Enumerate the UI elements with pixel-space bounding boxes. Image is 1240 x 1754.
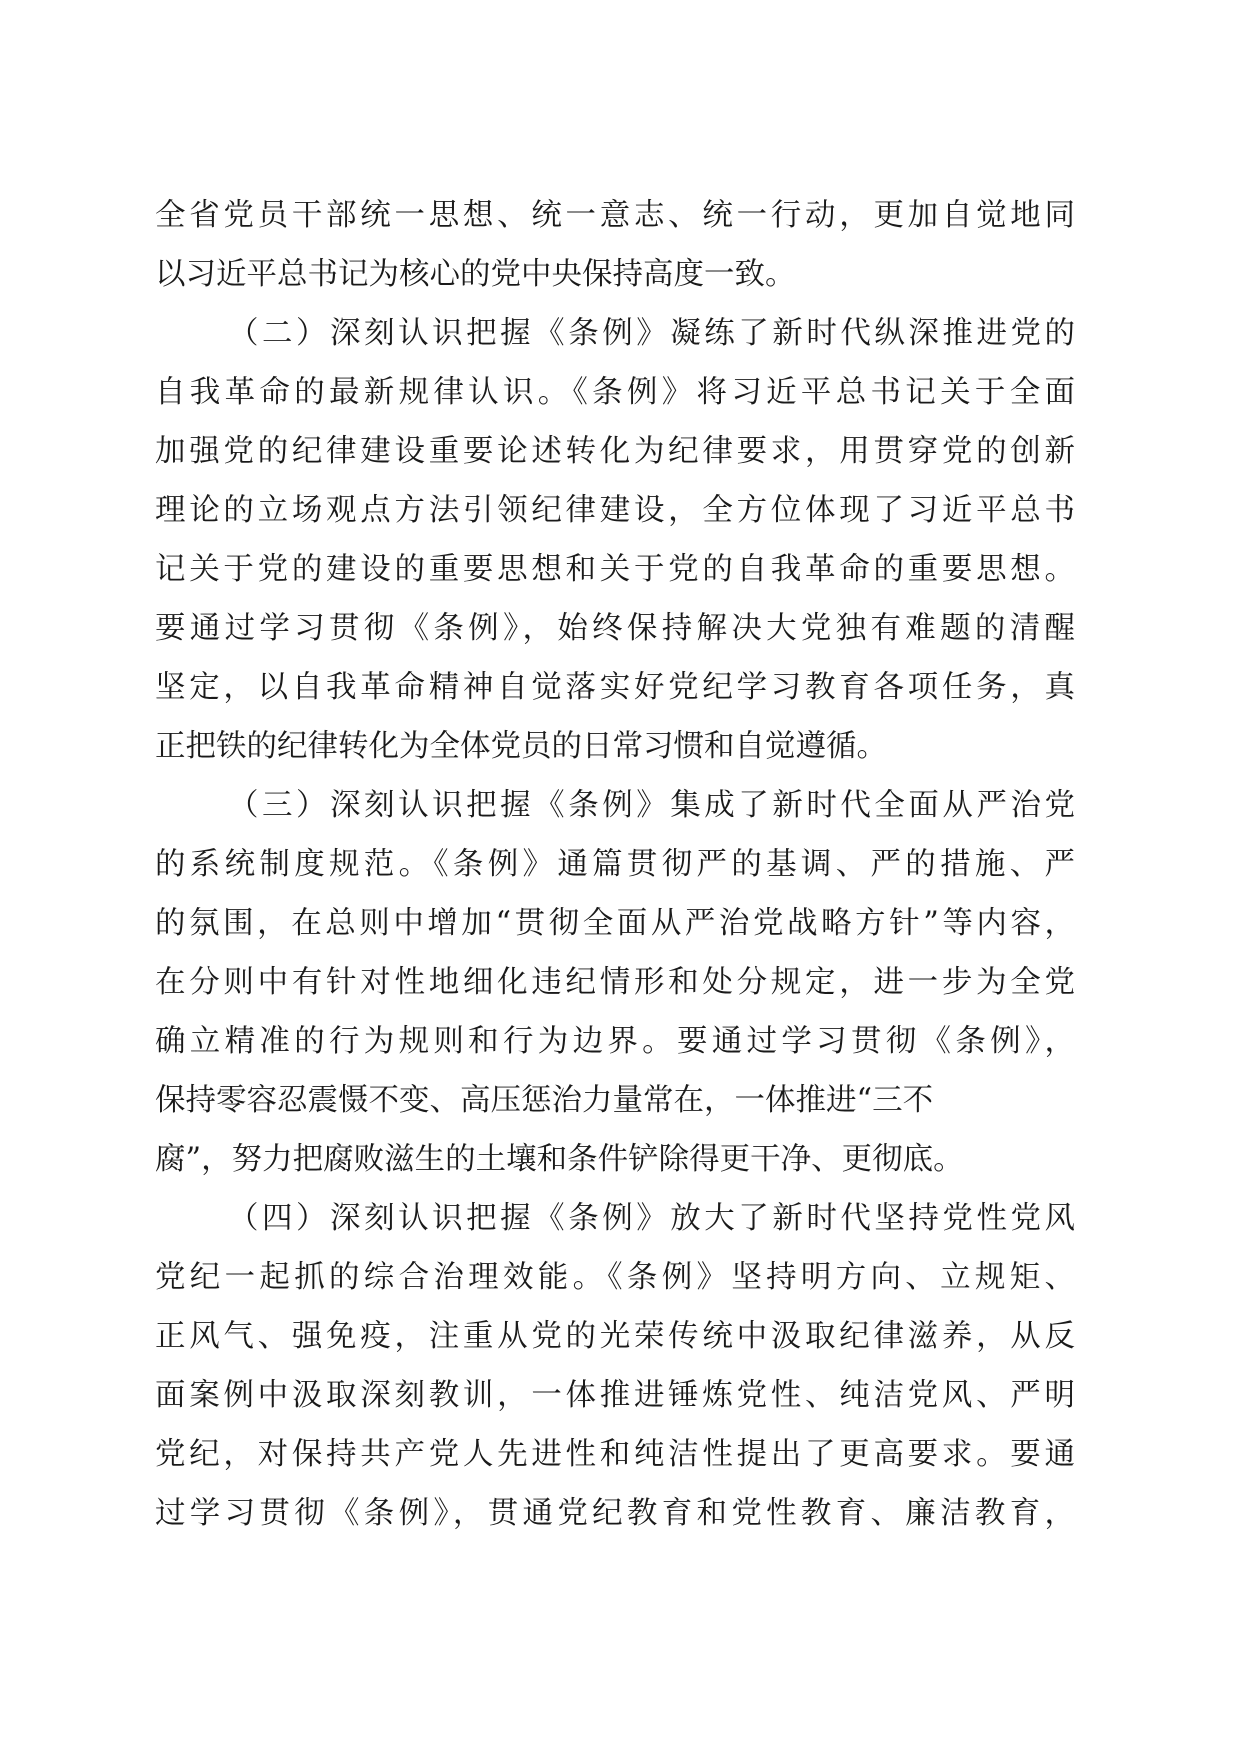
text-line: 面案例中汲取深刻教训，一体推进锤炼党性、纯洁党风、严明 [155, 1378, 1075, 1413]
text-line: 理论的立场观点方法引领纪律建设，全方位体现了习近平总书 [155, 493, 1075, 528]
text-line: 记关于党的建设的重要思想和关于党的自我革命的重要思想。 [155, 552, 1075, 587]
text-line: 坚定，以自我革命精神自觉落实好党纪学习教育各项任务，真 [155, 670, 1075, 705]
paragraph-heading-line: （四）深刻认识把握《条例》放大了新时代坚持党性党风 [228, 1201, 1075, 1236]
paragraph-heading-line: （二）深刻认识把握《条例》凝练了新时代纵深推进党的 [228, 316, 1075, 351]
paragraph-3 [155, 776, 1075, 1189]
document-body [155, 186, 1075, 1543]
text-line: 正把铁的纪律转化为全体党员的日常习惯和自觉遵循。 [155, 729, 887, 764]
text-line: 党纪，对保持共产党人先进性和纯洁性提出了更高要求。要通 [155, 1437, 1075, 1472]
text-line: 自我革命的最新规律认识。《条例》将习近平总书记关于全面 [155, 375, 1075, 410]
text-line: 加强党的纪律建设重要论述转化为纪律要求，用贯穿党的创新 [155, 434, 1075, 469]
text-line: 过学习贯彻《条例》，贯通党纪教育和党性教育、廉洁教育， [155, 1496, 1075, 1531]
text-line: 确立精准的行为规则和行为边界。要通过学习贯彻《条例》， [155, 1024, 1075, 1059]
text-line: 的氛围，在总则中增加“贯彻全面从严治党战略方针”等内容， [155, 906, 1075, 941]
text-line: 党纪一起抓的综合治理效能。《条例》坚持明方向、立规矩、 [155, 1260, 1075, 1295]
text-line: 保持零容忍震慑不变、高压惩治力量常在，一体推进“三不 [155, 1083, 934, 1118]
text-line: 的系统制度规范。《条例》通篇贯彻严的基调、严的措施、严 [155, 847, 1075, 882]
paragraph-intro [155, 186, 1075, 304]
text-line: 全省党员干部统一思想、统一意志、统一行动，更加自觉地同 [155, 198, 1075, 233]
paragraph-2 [155, 304, 1075, 776]
paragraph-4 [155, 1189, 1075, 1543]
text-line: 以习近平总书记为核心的党中央保持高度一致。 [155, 257, 796, 292]
text-line: 腐”，努力把腐败滋生的土壤和条件铲除得更干净、更彻底。 [155, 1142, 964, 1177]
text-line: 要通过学习贯彻《条例》，始终保持解决大党独有难题的清醒 [155, 611, 1075, 646]
text-line: 正风气、强免疫，注重从党的光荣传统中汲取纪律滋养，从反 [155, 1319, 1075, 1354]
paragraph-heading-line: （三）深刻认识把握《条例》集成了新时代全面从严治党 [228, 788, 1075, 823]
text-line: 在分则中有针对性地细化违纪情形和处分规定，进一步为全党 [155, 965, 1075, 1000]
